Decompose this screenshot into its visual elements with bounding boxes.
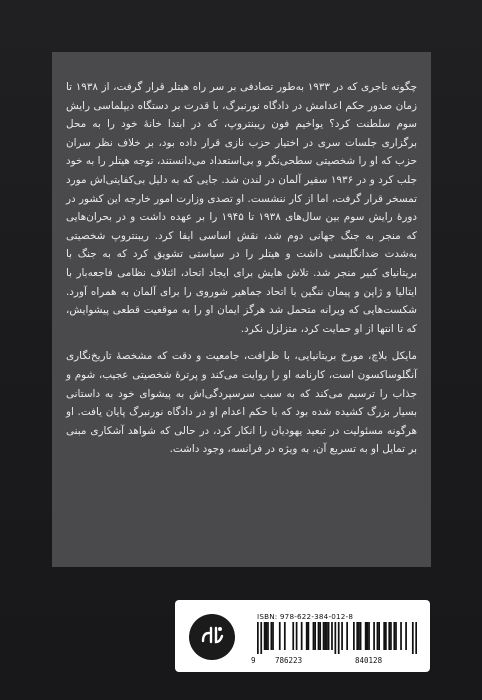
publisher-logo-mark: [189, 614, 235, 660]
barcode-bar: [318, 622, 320, 650]
barcode-bar: [415, 622, 417, 654]
barcode-bar: [319, 622, 321, 650]
barcode-bar: [326, 622, 328, 650]
barcode-bar: [270, 622, 272, 650]
barcode-bar: [390, 622, 392, 650]
barcode-bar: [267, 622, 269, 650]
barcode-bar: [365, 622, 367, 650]
barcode-bar: [265, 622, 267, 650]
barcode-bar: [324, 622, 326, 650]
barcode-bar: [334, 622, 336, 654]
barcode-bar: [279, 622, 281, 650]
barcode-bar: [358, 622, 360, 650]
barcode-bar: [356, 622, 358, 650]
barcode-bar: [346, 622, 348, 650]
barcode-digits-right: 840128: [355, 656, 383, 665]
barcode-bar: [272, 622, 274, 650]
barcode-bar: [366, 622, 368, 650]
barcode-bar: [395, 622, 397, 650]
barcode-bar: [306, 622, 308, 650]
barcode-bar: [393, 622, 395, 650]
barcode-bar: [400, 622, 402, 650]
barcode-bar: [301, 622, 303, 650]
barcode-bar: [373, 622, 375, 650]
barcode-bar: [313, 622, 315, 650]
barcode-bar: [264, 622, 266, 650]
barcode-bar: [353, 622, 355, 650]
barcode-bar: [296, 622, 298, 650]
barcode-bar: [323, 622, 325, 650]
blurb-panel: [52, 52, 431, 567]
barcode-bar: [328, 622, 330, 650]
barcode-digits-left: 786223: [275, 656, 303, 665]
barcode-label: [175, 600, 430, 672]
barcode-bar: [412, 622, 414, 654]
barcode-bar: [338, 622, 340, 654]
barcode-bars: [257, 622, 417, 654]
barcode-bar: [383, 622, 385, 650]
isbn-text: ISBN: 978-622-384-012-8: [257, 612, 354, 621]
barcode-digits: [251, 656, 421, 666]
barcode-bar: [405, 622, 407, 650]
blurb-paragraph-2: مایکل بلاچ، مورخ بریتانیایی، با ظرافت، جامعیت و دقت که مشخصهٔ تاریخ‌نگاری آنگلوساکسون است، کارنامه او را روایت می‌کند و پرترهٔ شخصیتی عجیب، شوم و جذاب را ترسیم می‌کند که به سبب سرسپردگی‌اش به پیشوای خود به داستانی بسیار بزرگ کشیده شده بود که با حکم اعدام او در دادگاه نورنبرگ پایان یافت. او هرگونه مسئولیت در تبعید یهودیان را انکار کرد، در حالی که شواهد آشکاری مبنی بر تمایل او به تسریع آن، به ویژه در فرانسه، وجود داشت.: [66, 350, 417, 456]
barcode-bar: [341, 622, 343, 650]
publisher-logo-icon: [189, 614, 235, 660]
barcode-bar: [257, 622, 259, 654]
barcode-bar: [331, 622, 333, 650]
barcode-bar: [360, 622, 362, 650]
blurb-paragraph-1: چگونه تاجری که در ۱۹۳۳ به‌طور تصادفی بر سر راه هیتلر قرار گرفت، از ۱۹۳۸ تا زمان صدور حکم اعدامش در دادگاه نورنبرگ، با قدرت بر دستگاه دیپلماسی رایش سوم سلطنت کرد؟ یواخیم فون ریبنتروپ، که در ابتدا خانهٔ خود را به محل برگزاری جلسات سری در اختیار حزب نازی قرار داده بود، بر خلاف نظر سران حزب که او را شخصیتی سطحی‌نگر و بی‌استعداد می‌دانستند، توجه هیتلر را به خود جلب کرد و در ۱۹۳۶ سفیر آلمان در لندن شد. جایی که به دلیل بی‌کفایتی‌اش مورد تمسخر قرار گرفت، اما از کار ننشست. او تصدی وزارت امور خارجه این کشور در دورهٔ رایش سوم بین سال‌های ۱۹۳۸ تا ۱۹۴۵ را بر عهده داشت و در بحران‌هایی که منجر به جنگ جهانی دوم شد، نقش اساسی ایفا کرد. ریبنتروپ شخصیتی به‌شدت ضدانگلیسی داشت و هیتلر را در سیاستی تشویق کرد که به جنگ با بریتانیای کبیر منجر شد. تلاش هایش برای ایجاد اتحاد، ائتلاف نظامی فاجعه‌بار با ایتالیا و ژاپن و پیمان ننگین با اتحاد جماهیر شوروی را برای آلمان به همراه آورد. شکست‌هایی که ویرانه متحمل شد هرگز ایمان او را به موقعیت قطعی پیشوایش، که تا انتها از او حمایت کرد، متزلزل نکرد.: [66, 81, 417, 335]
barcode-bar: [378, 622, 380, 650]
barcode-bar: [377, 622, 379, 650]
barcode-digit-lead: 9: [251, 656, 256, 665]
barcode-bar: [385, 622, 387, 650]
barcode-bar: [368, 622, 370, 650]
barcode-bar: [292, 622, 294, 650]
barcode-bar: [308, 622, 310, 650]
barcode-bar: [388, 622, 390, 650]
barcode-bar: [260, 622, 262, 654]
barcode-bar: [314, 622, 316, 650]
barcode-bar: [284, 622, 286, 650]
